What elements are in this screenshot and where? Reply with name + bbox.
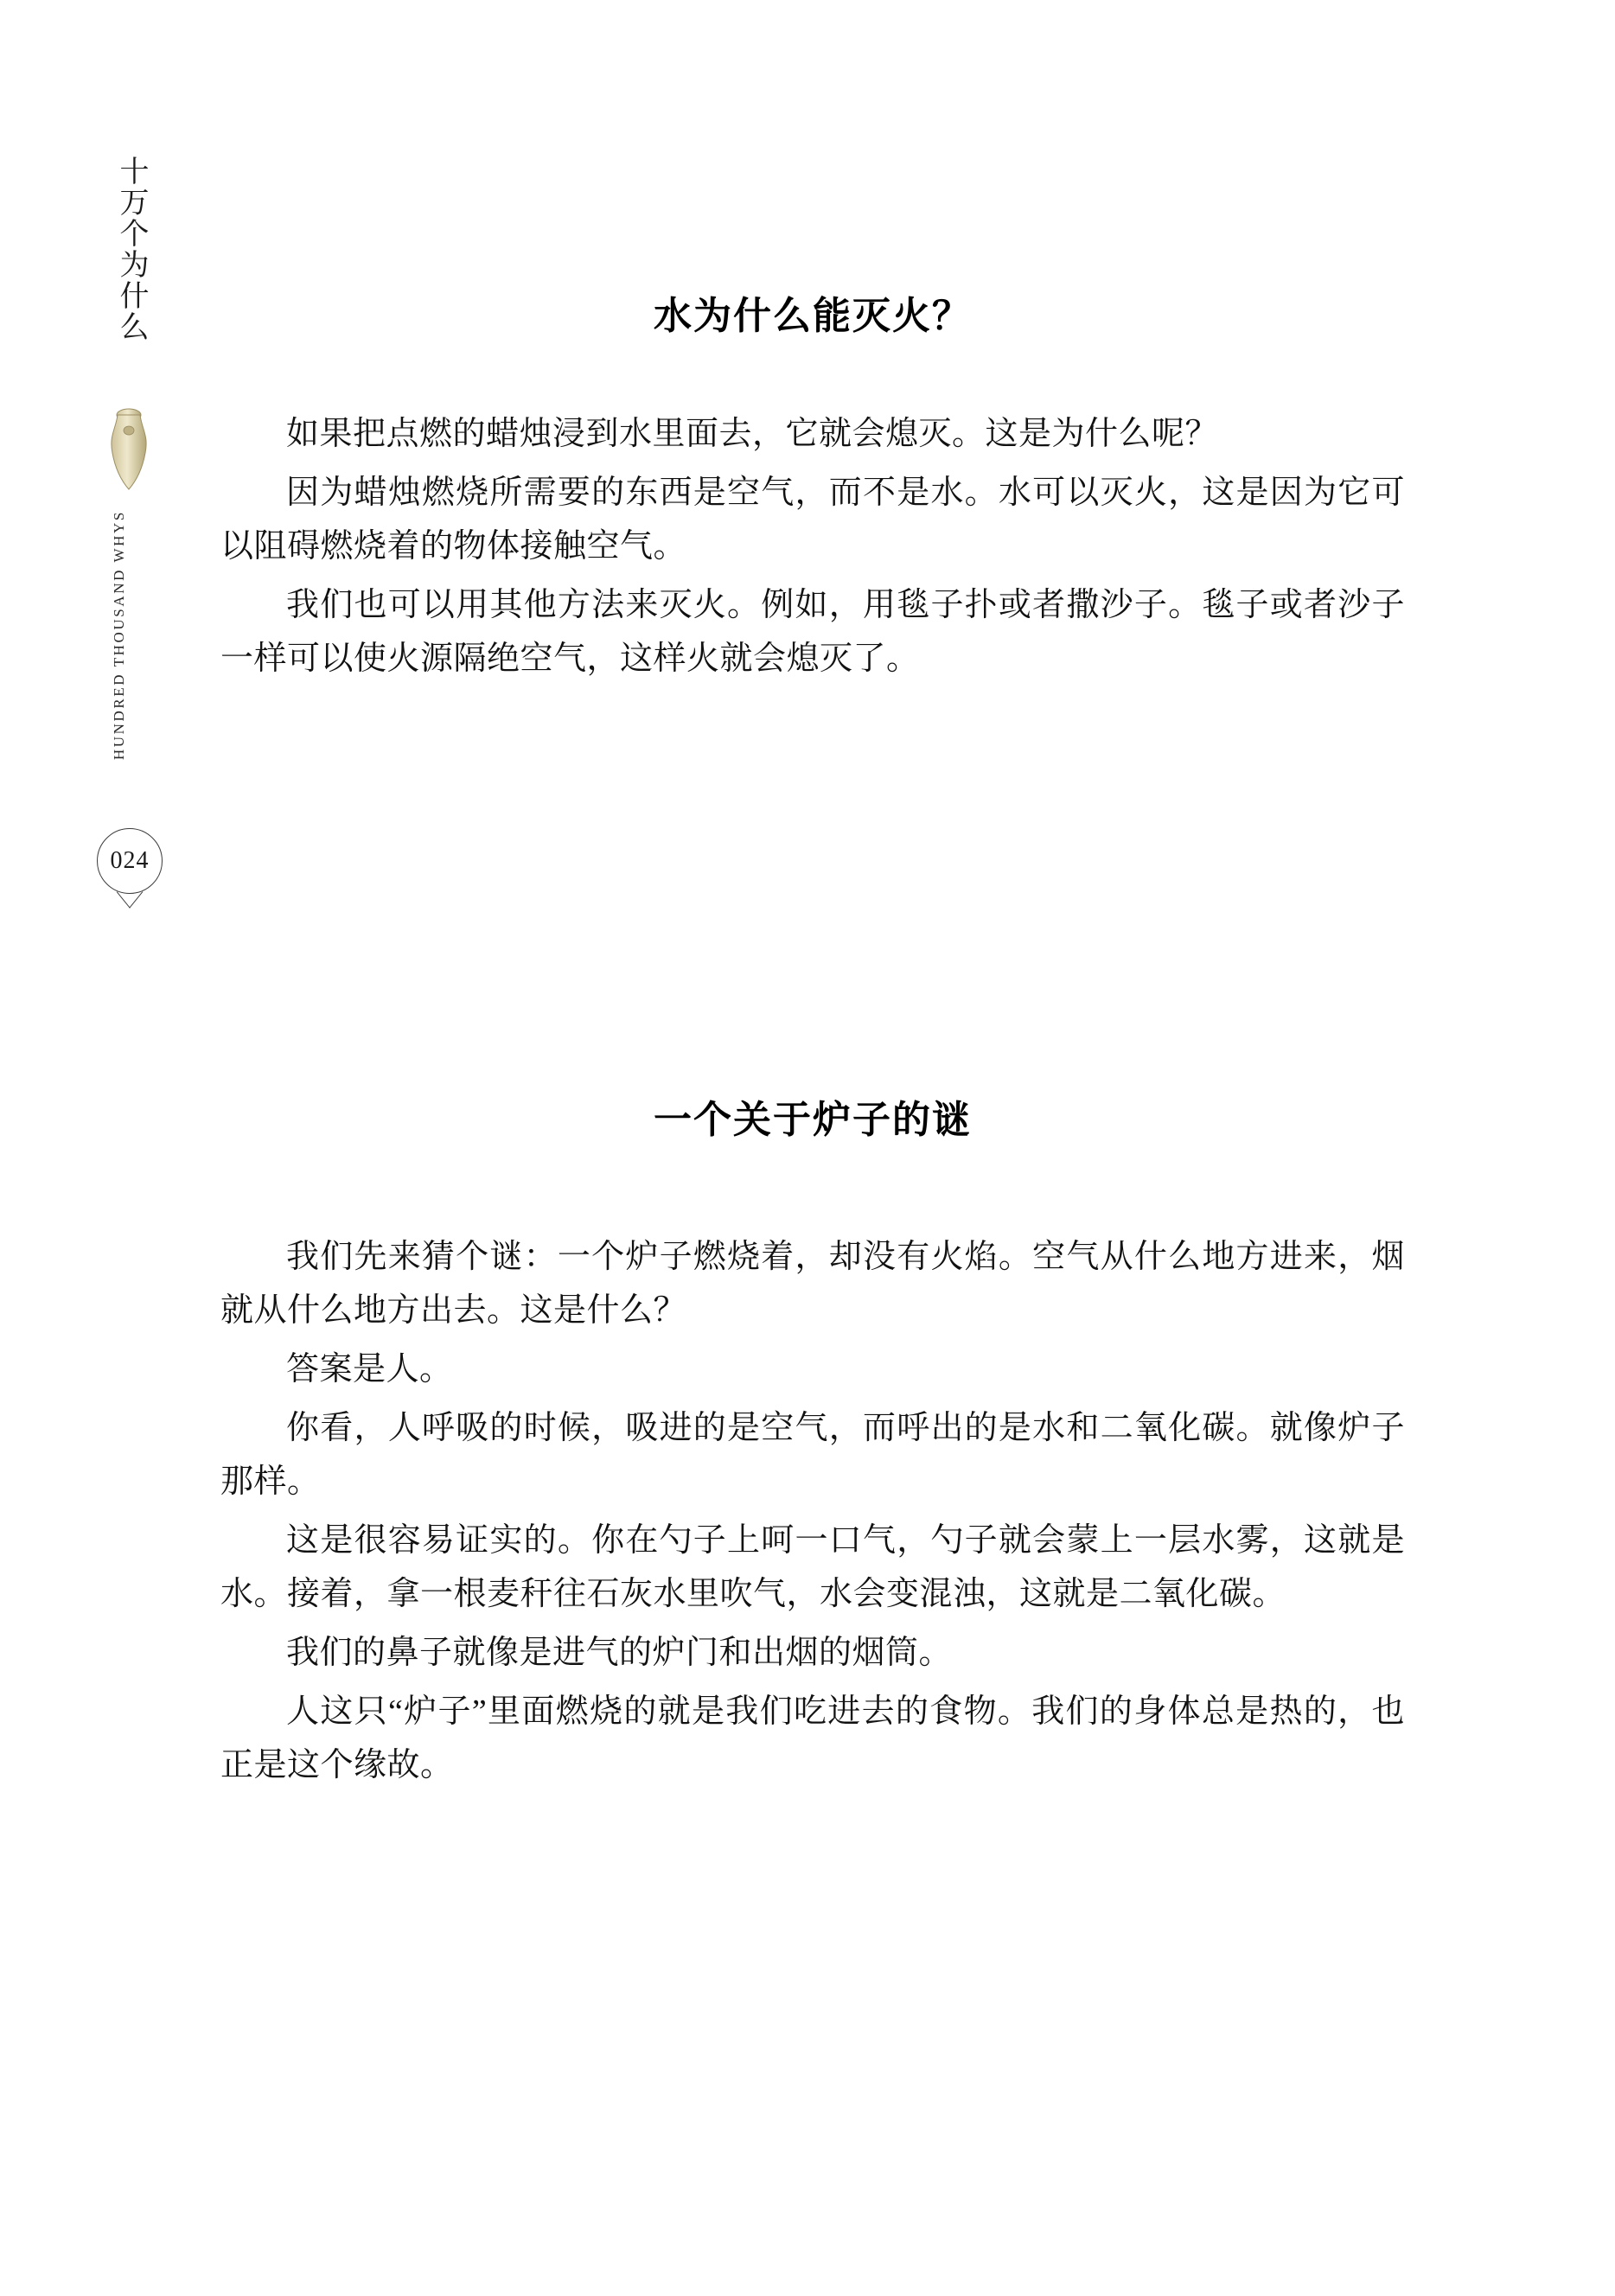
page-number: 024 <box>110 847 150 874</box>
paragraph: 如果把点燃的蜡烛浸到水里面去，它就会熄灭。这是为什么呢？ <box>286 416 1219 453</box>
paragraph: 我们的鼻子就像是进气的炉门和出烟的烟筒。 <box>286 1635 953 1672</box>
paragraph: 因为蜡烛燃烧所需要的东西是空气，而不是水。水可以灭火，这是因为它可以阻碍燃烧着的物体接触空气。 <box>220 475 1405 565</box>
article-title-2: 一个关于炉子的谜 <box>654 1099 972 1142</box>
article-section-2 <box>220 1063 1405 1797</box>
series-title-en: HUNDRED THOUSAND WHYS <box>111 510 127 761</box>
paragraph: 这是很容易证实的。你在勺子上呵一口气，勺子就会蒙上一层水雾，这就是水。接着，拿一根麦秆往石灰水里吹气，水会变混浊，这就是二氧化碳。 <box>220 1522 1405 1613</box>
vase-emblem-icon <box>102 406 156 493</box>
paragraph: 人这只“炉子”里面燃烧的就是我们吃进去的食物。我们的身体总是热的，也正是这个缘故。 <box>220 1693 1405 1784</box>
paragraph: 你看，人呼吸的时候，吸进的是空气，而呼出的是水和二氧化碳。就像炉子那样。 <box>220 1410 1405 1501</box>
article-section-1 <box>220 259 1405 691</box>
page-number-badge <box>97 828 163 902</box>
page-sidebar <box>76 156 188 1020</box>
paragraph: 我们先来猜个谜：一个炉子燃烧着，却没有火焰。空气从什么地方进来，烟就从什么地方出去。这是什么？ <box>220 1239 1405 1330</box>
article-title-1: 水为什么能灭火？ <box>654 295 972 338</box>
paragraph: 我们也可以用其他方法来灭火。例如，用毯子扑或者撒沙子。毯子或者沙子一样可以使火源隔绝空气，这样火就会熄灭了。 <box>220 587 1405 678</box>
series-title-vertical: 十万个为什么 <box>115 156 147 342</box>
paragraph: 答案是人。 <box>286 1351 453 1388</box>
